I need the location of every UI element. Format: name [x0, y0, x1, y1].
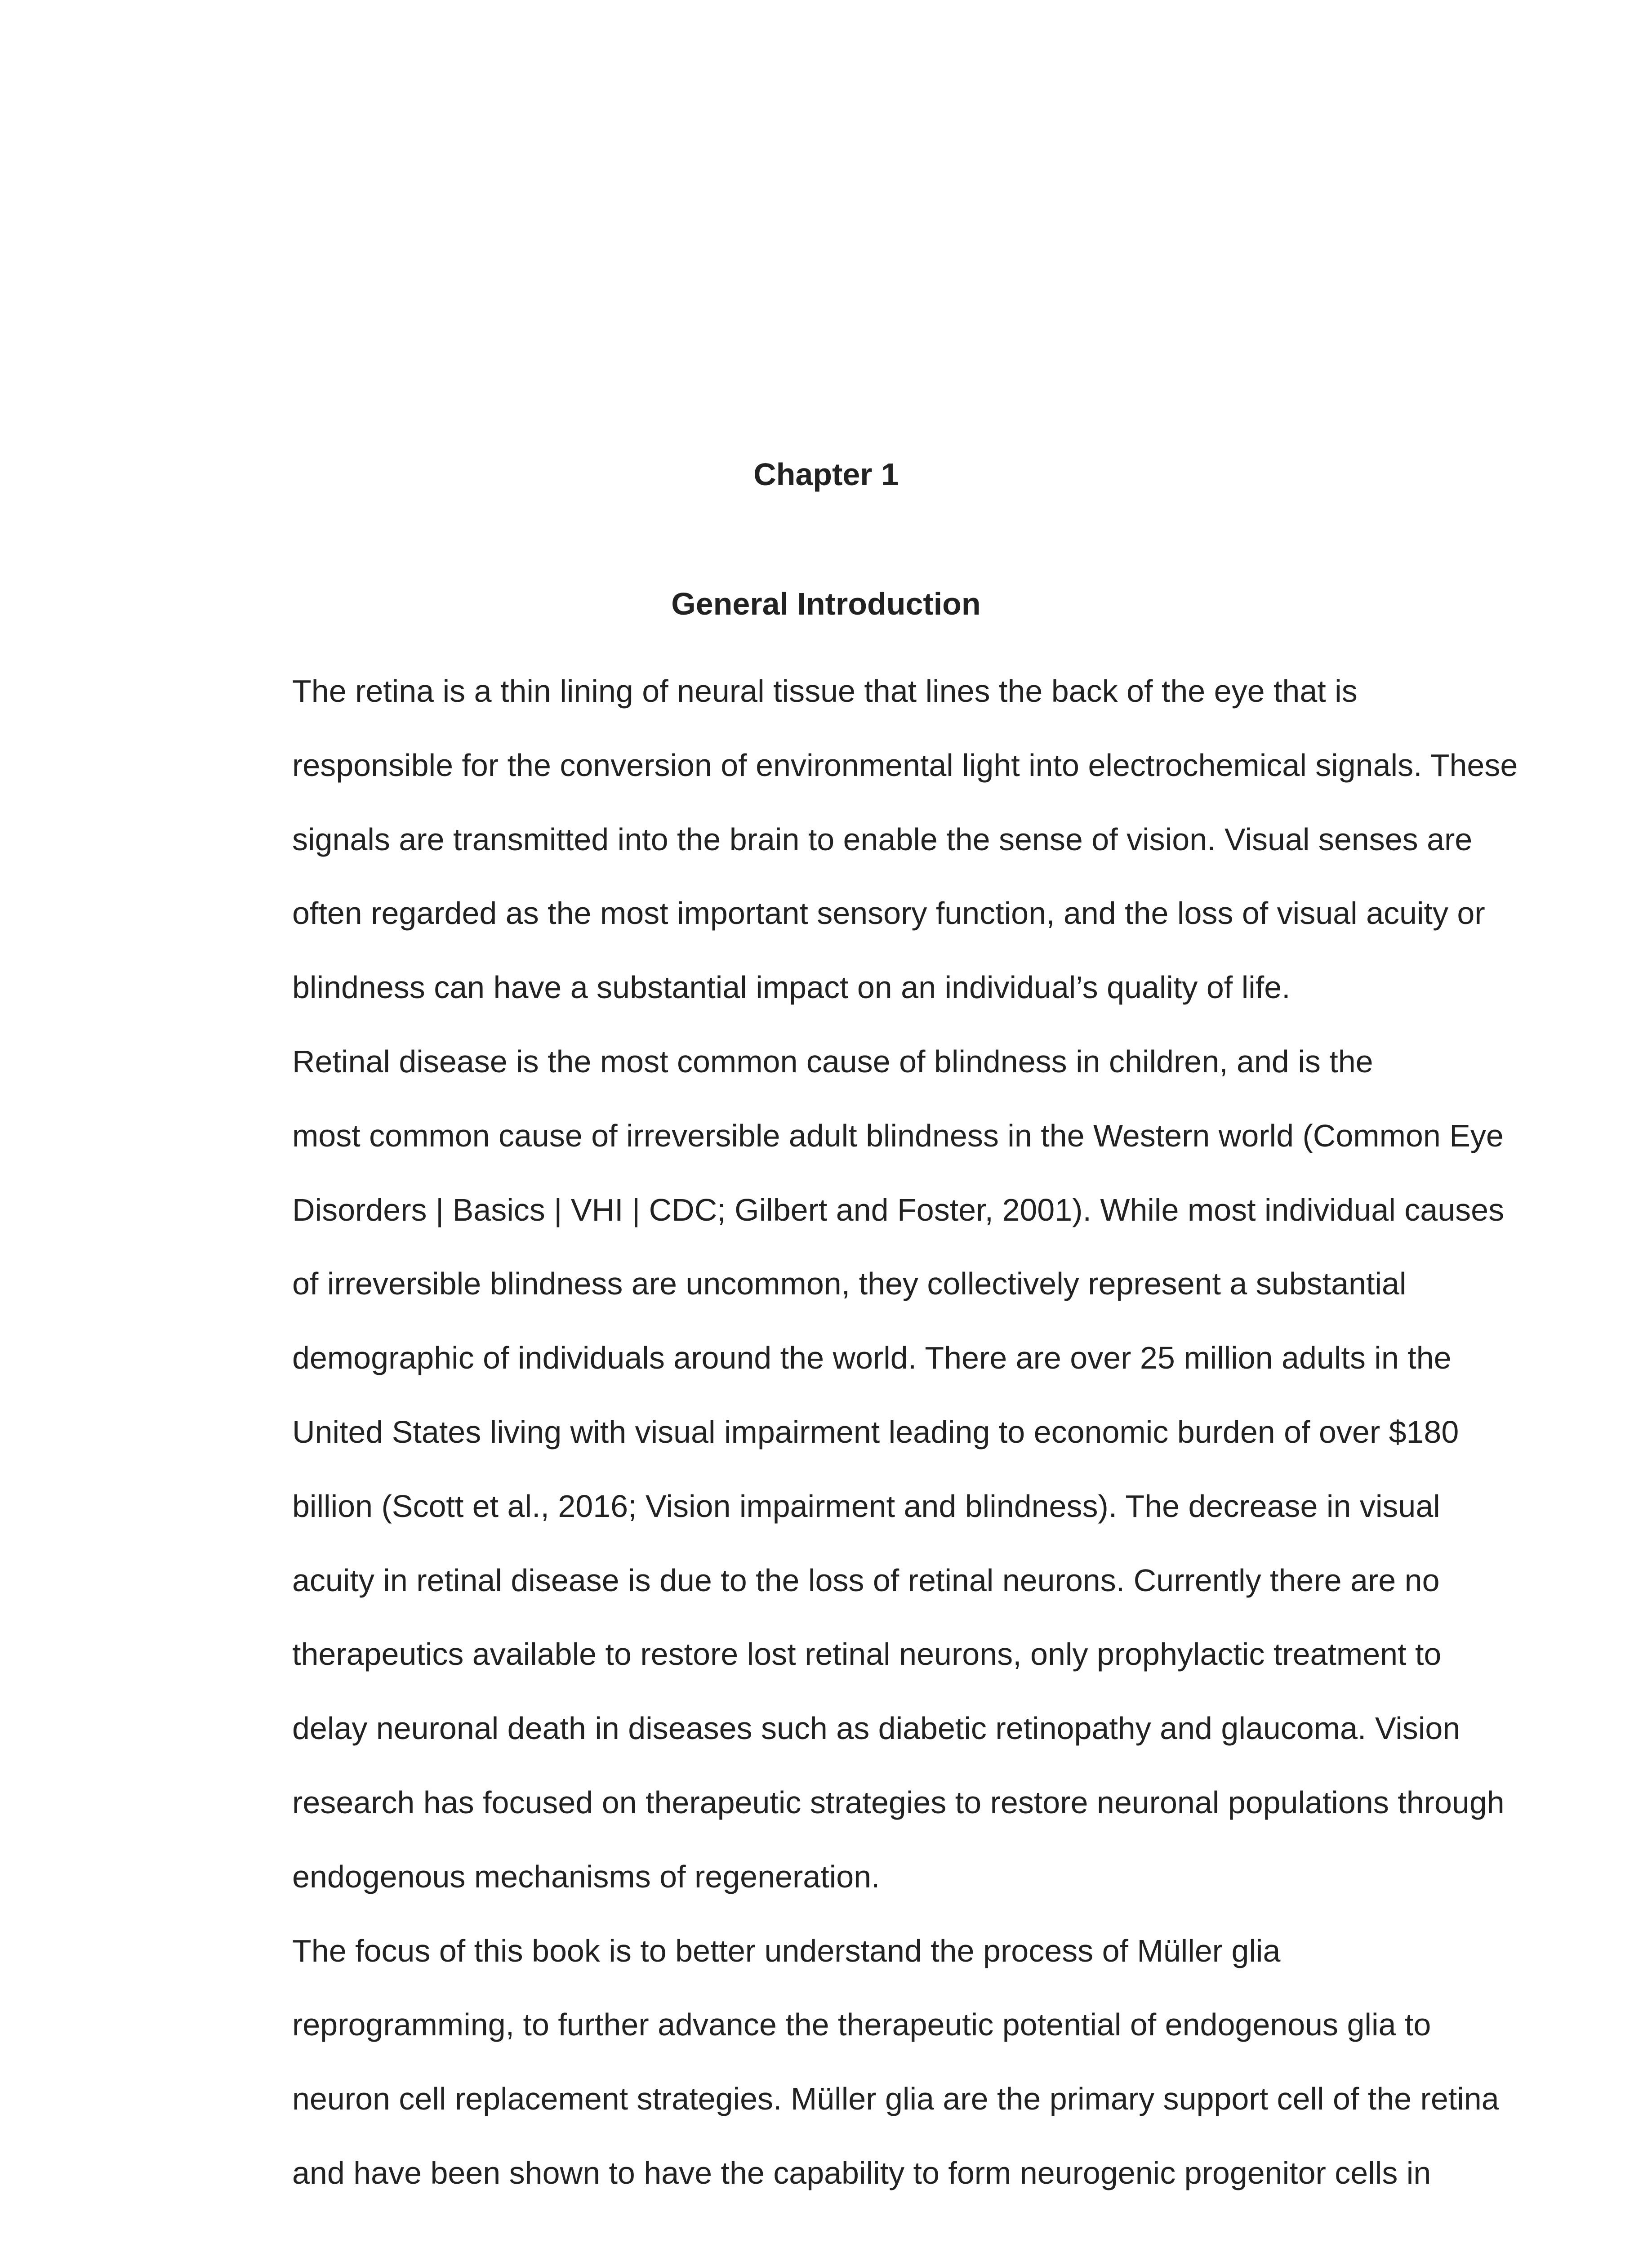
- text-line: The focus of this book is to better understand the process of Müller glia: [292, 1933, 1281, 1968]
- text-line: billion (Scott et al., 2016; Vision impairment and blindness). The decrease in visual: [292, 1488, 1440, 1524]
- text-line: and have been shown to have the capability to form neurogenic progenitor cells in: [292, 2155, 1431, 2190]
- chapter-title: General Introduction: [671, 586, 981, 621]
- paragraph: [194, 654, 1518, 1025]
- text-line: research has focused on therapeutic strategies to restore neuronal populations through: [292, 1784, 1505, 1820]
- text-line: signals are transmitted into the brain to enable the sense of vision. Visual senses are: [292, 821, 1473, 857]
- chapter-label: Chapter 1: [753, 457, 899, 492]
- text-line: of irreversible blindness are uncommon, they collectively represent a substantial: [292, 1266, 1407, 1302]
- text-line: Retinal disease is the most common cause of blindness in children, and is the: [292, 1044, 1373, 1079]
- text-line: reprogramming, to further advance the therapeutic potential of endogenous glia to: [292, 2007, 1431, 2043]
- text-line: acuity in retinal disease is due to the loss of retinal neurons. Currently there are no: [292, 1562, 1440, 1598]
- text-line: delay neuronal death in diseases such as diabetic retinopathy and glaucoma. Vision: [292, 1711, 1461, 1746]
- text-line: most common cause of irreversible adult blindness in the Western world (Common Eye: [292, 1118, 1504, 1153]
- text-line: blindness can have a substantial impact on an individual’s quality of life.: [292, 970, 1291, 1005]
- paragraph: [194, 1914, 1499, 2210]
- text-line: Disorders | Basics | VHI | CDC; Gilbert and Foster, 2001). While most individual causes: [292, 1192, 1505, 1227]
- text-line: endogenous mechanisms of regeneration.: [292, 1859, 880, 1894]
- text-line: therapeutics available to restore lost retinal neurons, only prophylactic treatment to: [292, 1637, 1442, 1672]
- paragraph: [194, 1025, 1505, 1914]
- body-text: [194, 654, 1518, 2210]
- text-line: demographic of individuals around the world. There are over 25 million adults in the: [292, 1340, 1452, 1376]
- text-line: The retina is a thin lining of neural tissue that lines the back of the eye that is: [292, 674, 1358, 709]
- text-line: responsible for the conversion of environmental light into electrochemical signals. These: [292, 747, 1518, 783]
- text-line: often regarded as the most important sensory function, and the loss of visual acuity or: [292, 896, 1485, 931]
- text-line: neuron cell replacement strategies. Müller glia are the primary support cell of the retina: [292, 2081, 1499, 2117]
- text-line: United States living with visual impairment leading to economic burden of over $180: [292, 1414, 1459, 1450]
